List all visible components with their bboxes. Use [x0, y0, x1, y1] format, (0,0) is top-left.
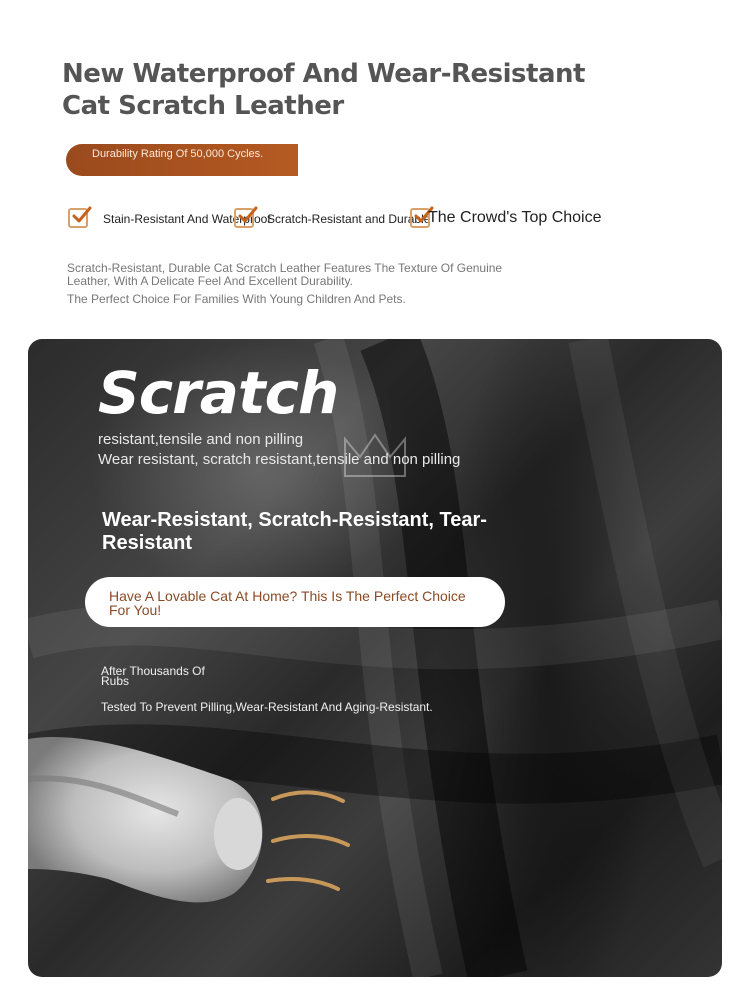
feature-label: Stain-Resistant And Waterproof — [103, 212, 271, 226]
description-line: The Perfect Choice For Families With Young Children And Pets. — [67, 292, 406, 306]
check-icon — [410, 208, 430, 228]
claw-marks-icon — [268, 792, 348, 889]
hero-subtitle: resistant,tensile and non pilling — [98, 431, 304, 448]
feature-label: The Crowd's Top Choice — [428, 209, 602, 226]
hero-banner — [28, 339, 722, 977]
description-line: Scratch-Resistant, Durable Cat Scratch Leather Features The Texture Of Genuine Leather, With A Delicate Feel And Excellent Durability. — [67, 261, 503, 288]
feature-list — [0, 206, 750, 236]
hero-subtitle: Wear resistant, scratch resistant,tensile and non pilling — [98, 451, 461, 468]
check-icon — [234, 208, 254, 228]
product-description — [67, 262, 527, 306]
rubs-note: After Thousands Of Rubs — [101, 664, 205, 688]
hero-headline: Scratch — [98, 359, 339, 427]
test-note: Tested To Prevent Pilling,Wear-Resistant And Aging-Resistant. — [101, 700, 433, 714]
page-title: New Waterproof And Wear-Resistant Cat Scratch Leather — [62, 59, 585, 121]
callout-pill: Have A Lovable Cat At Home? This Is The Perfect Choice For You! — [85, 577, 505, 627]
cat-paw-icon — [28, 719, 368, 977]
feature-label: Scratch-Resistant and Durable — [267, 212, 431, 226]
check-icon — [68, 208, 88, 228]
durability-badge: Durability Rating Of 50,000 Cycles. — [66, 144, 298, 176]
wear-resistant-title: Wear-Resistant, Scratch-Resistant, Tear-Resistant — [102, 509, 487, 554]
